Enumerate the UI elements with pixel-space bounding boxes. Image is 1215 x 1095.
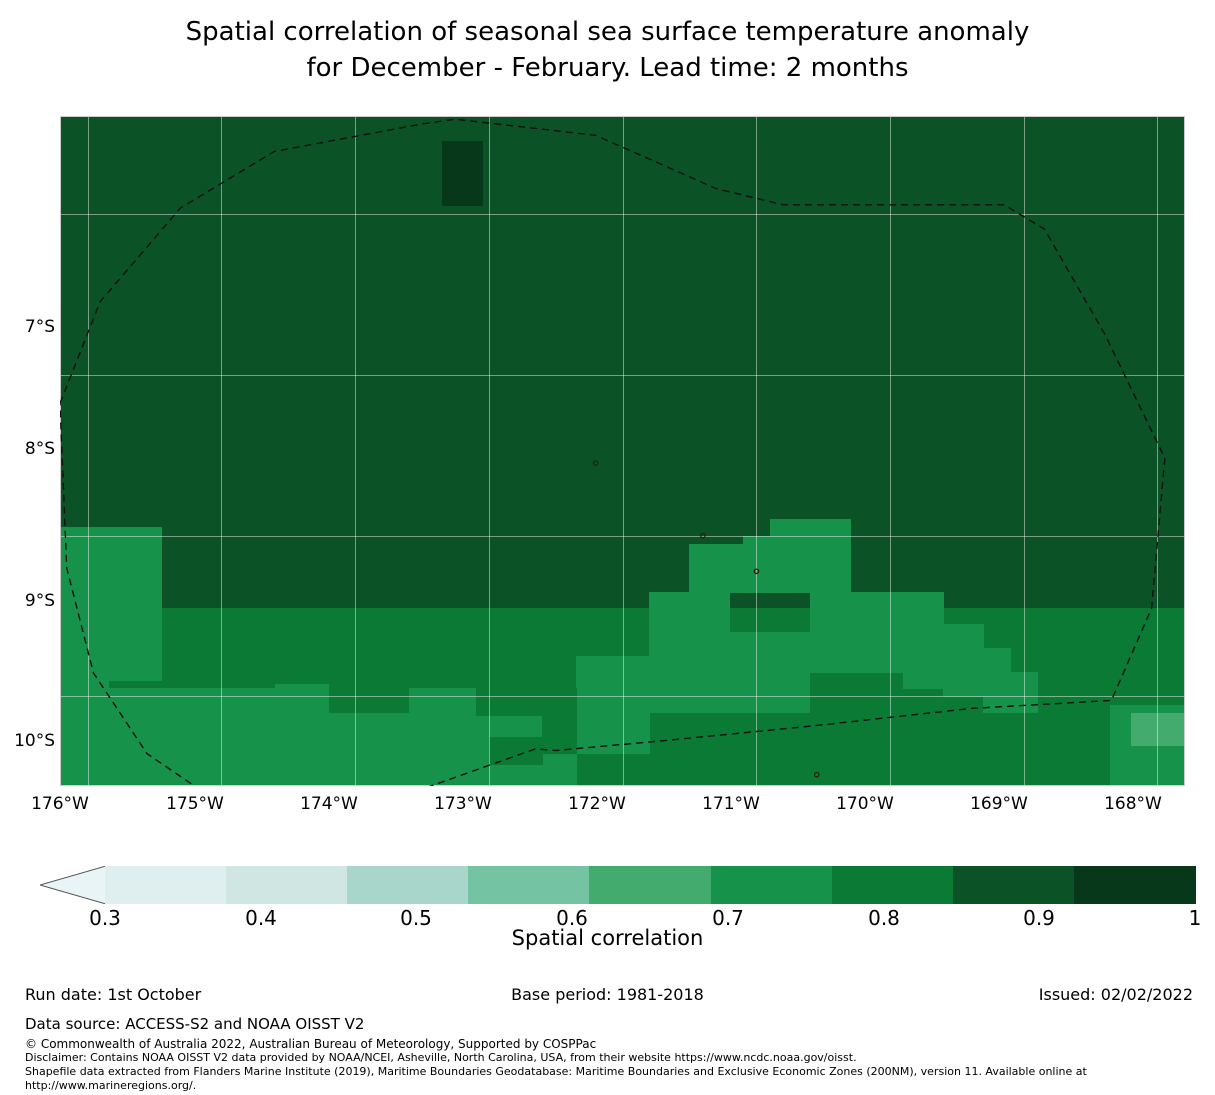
colorbar[interactable] xyxy=(20,866,1202,930)
colorbar-gradient xyxy=(105,866,1195,904)
colorbar-segment xyxy=(226,866,348,904)
colorbar-tick-0: 0.3 xyxy=(89,906,121,930)
colorbar-tick-2: 0.5 xyxy=(400,906,432,930)
run-date-text: Run date: 1st October xyxy=(25,985,202,1004)
issued-date-text: Issued: 02/02/2022 xyxy=(1038,985,1193,1004)
colorbar-segment xyxy=(832,866,954,904)
base-period-text: Base period: 1981-2018 xyxy=(511,985,704,1004)
data-source-text: Data source: ACCESS-S2 and NOAA OISST V2 xyxy=(25,1015,365,1033)
colorbar-segment xyxy=(711,866,833,904)
colorbar-tick-6: 0.9 xyxy=(1023,906,1055,930)
colorbar-segment xyxy=(105,866,227,904)
x-axis-label-5: 171°W xyxy=(702,794,760,814)
x-axis-label-4: 172°W xyxy=(568,794,626,814)
colorbar-segment xyxy=(1074,866,1196,904)
x-axis-label-0: 176°W xyxy=(31,794,89,814)
map-plot-area xyxy=(14,116,1185,814)
colorbar-tick-7: 1 xyxy=(1188,906,1202,930)
colorbar-extend-arrow-icon xyxy=(40,866,106,904)
y-axis-label-0: 7°S xyxy=(24,317,55,337)
colorbar-title: Spatial correlation xyxy=(511,926,704,950)
title-line-2: for December - February. Lead time: 2 months xyxy=(306,53,909,83)
colorbar-segment xyxy=(953,866,1075,904)
colorbar-tick-1: 0.4 xyxy=(245,906,277,930)
x-axis-label-2: 174°W xyxy=(300,794,358,814)
colorbar-tick-3: 0.6 xyxy=(556,906,588,930)
shapefile-note-line-1: Shapefile data extracted from Flanders Marine Institute (2019), Maritime Boundaries Geodatabase: Maritime Boundaries and Exclusive Economic Zones (200NM), version 11. Available online at xyxy=(25,1065,1087,1078)
y-axis-label-3: 10°S xyxy=(14,731,55,751)
colorbar-tick-5: 0.8 xyxy=(868,906,900,930)
colorbar-segment xyxy=(468,866,590,904)
y-axis-label-2: 9°S xyxy=(24,591,55,611)
eez-boundary xyxy=(60,116,1185,786)
colorbar-tick-4: 0.7 xyxy=(712,906,744,930)
shapefile-note-line-2: http://www.marineregions.org/. xyxy=(25,1079,197,1092)
x-axis-label-7: 169°W xyxy=(970,794,1028,814)
copyright-text: © Commonwealth of Australia 2022, Australian Bureau of Meteorology, Supported by COSPPac xyxy=(25,1037,597,1051)
x-axis-label-1: 175°W xyxy=(166,794,224,814)
page-title xyxy=(0,14,1215,86)
x-axis-label-8: 168°W xyxy=(1104,794,1162,814)
title-line-1: Spatial correlation of seasonal sea surface temperature anomaly xyxy=(185,17,1030,47)
disclaimer-text: Disclaimer: Contains NOAA OISST V2 data provided by NOAA/NCEI, Asheville, North Carolina, USA, from their website https://www.ncdc.noaa.gov/oisst. xyxy=(25,1051,857,1064)
x-axis-label-6: 170°W xyxy=(836,794,894,814)
colorbar-segment xyxy=(347,866,469,904)
colorbar-segment xyxy=(589,866,711,904)
x-axis-label-3: 173°W xyxy=(434,794,492,814)
y-axis-label-1: 8°S xyxy=(24,439,55,459)
